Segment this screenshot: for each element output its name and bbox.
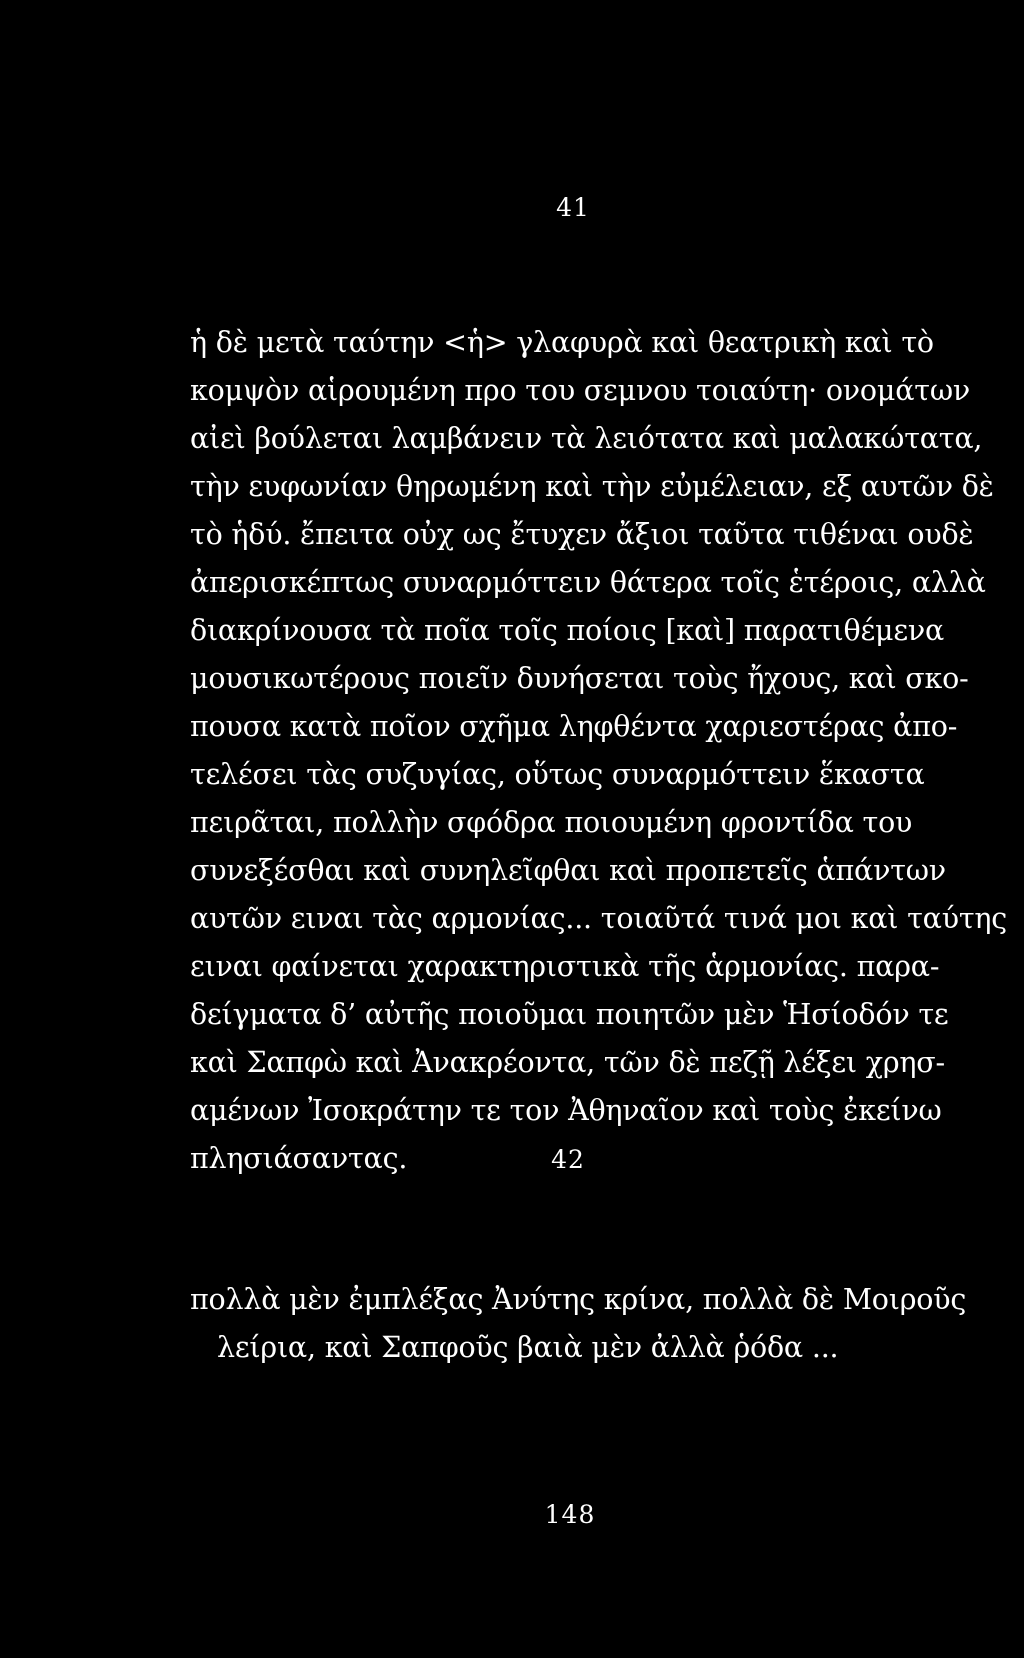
text-line: διακρίνουσα τὰ ποῖα τοῖς ποίοις [καὶ] παρατιθέμενα xyxy=(190,614,945,647)
text-line: πλησιάσαντας. xyxy=(190,1142,408,1175)
text-line: καὶ Σαπφὼ καὶ Ἀνακρέοντα, τῶν δὲ πεζῇ λέξει χρησ- xyxy=(190,1046,945,1079)
fragment-41-text xyxy=(190,319,1008,1183)
text-line: αμένων Ἰσοκράτην τε τον Ἀθηναῖον καὶ τοὺς ἐκείνω xyxy=(190,1094,942,1127)
text-line: αἰεὶ βούλεται λαμβάνειν τὰ λειότατα καὶ μαλακώτατα, xyxy=(190,422,983,455)
fragment-42-text xyxy=(190,1276,970,1372)
text-line: ειναι φαίνεται χαρακτηριστικὰ τῆς ἁρμονίας. παρα- xyxy=(190,950,940,983)
text-line: ἀπερισκέπτως συναρμόττειν θάτερα τοῖς ἑτέροις, αλλὰ xyxy=(190,566,986,599)
text-line: τελέσει τὰς συζυγίας, οὕτως συναρμόττειν ἕκαστα xyxy=(190,758,925,791)
fragment-number-42: 42 xyxy=(551,1145,585,1174)
text-line: δείγματα δ’ αὐτῆς ποιοῦμαι ποιητῶν μὲν Ἡσίοδόν τε xyxy=(190,998,949,1031)
text-line: τὸ ἡδύ. ἔπειτα οὐχ ως ἔτυχεν ἄξιοι ταῦτα τιθέναι ουδὲ xyxy=(190,518,974,551)
text-line: ἡ δὲ μετὰ ταύτην <ἡ> γλαφυρὰ καὶ θεατρικὴ καὶ τὸ xyxy=(190,326,934,359)
text-line: πουσα κατὰ ποῖον σχῆμα ληφθέντα χαριεστέρας ἀπο- xyxy=(190,710,958,743)
text-line: πειρᾶται, πολλὴν σφόδρα ποιουμένη φροντίδα του xyxy=(190,806,913,839)
text-line: πολλὰ μὲν ἐμπλέξας Ἀνύτης κρίνα, πολλὰ δὲ Μοιροῦς xyxy=(190,1283,967,1316)
fragment-number-41: 41 xyxy=(556,193,590,222)
text-line: κομψὸν αἱρουμένη προ του σεμνου τοιαύτη· ονομάτων xyxy=(190,374,970,407)
text-line: λείρια, καὶ Σαπφοῦς βαιὰ μὲν ἀλλὰ ῥόδα ... xyxy=(217,1331,839,1364)
text-line: αυτῶν ειναι τὰς αρμονίας... τοιαῦτά τινά μοι καὶ ταύτης xyxy=(190,902,1008,935)
text-line: μουσικωτέρους ποιεῖν δυνήσεται τοὺς ἤχους, καὶ σκο- xyxy=(190,662,969,695)
page-number: 148 xyxy=(544,1500,596,1529)
text-line: συνεξέσθαι καὶ συνηλεῖφθαι καὶ προπετεῖς ἁπάντων xyxy=(190,854,946,887)
text-line: τὴν ευφωνίαν θηρωμένη καὶ τὴν εὐμέλειαν, εξ αυτῶν δὲ xyxy=(190,470,994,503)
